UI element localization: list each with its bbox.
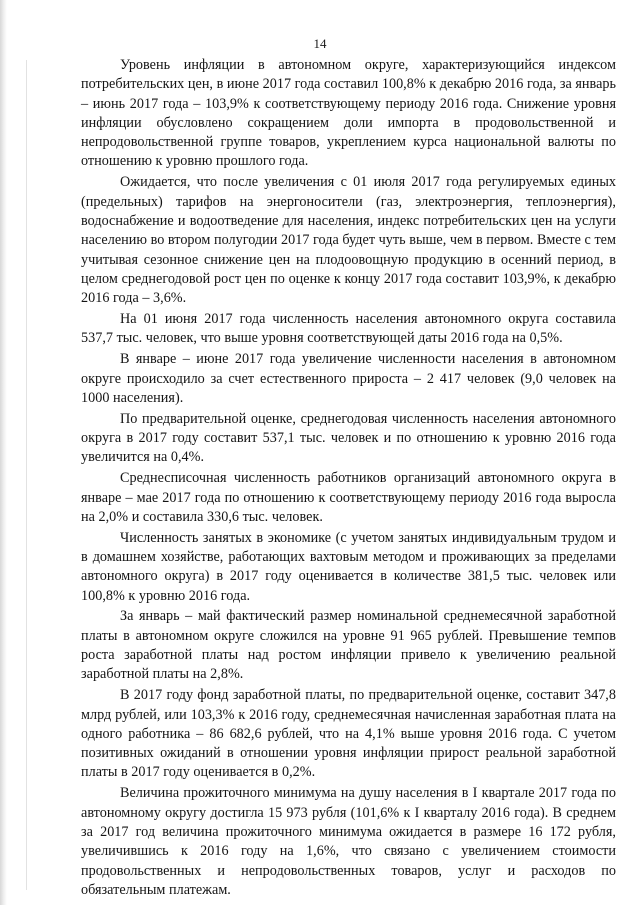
paragraph-natural-growth: В январе – июне 2017 года увеличение численности населения в автономном округе происходило за счет естественного прироста – 2 417 человек (9,0 человек на 1000 населения). <box>81 351 616 406</box>
scan-artifact-line <box>26 60 27 890</box>
paragraph-population: На 01 июня 2017 года численность населения автономного округа составила 537,7 тыс. человек, что выше уровня соответствующей даты 2016 года на 0,5%. <box>81 311 616 347</box>
scan-edge-shadow <box>0 0 7 905</box>
paragraph-subsistence-minimum: Величина прожиточного минимума на душу населения в I квартале 2017 года по автономному округу достигла 15 973 рубля (101,6% к I кварталу 2016 года). В среднем за 2017 год величина прожиточного минимума ожидается в размере 16 172 рубля, увеличившись к 2016 году на 1,6%, что связано с увеличением стоимости продовольственных и непродовольственных товаров, услуг и расходов по обязательным платежам. <box>81 785 616 898</box>
document-body <box>81 56 616 902</box>
paragraph-average-population: По предварительной оценке, среднегодовая численность населения автономного округа в 2017 году составит 537,1 тыс. человек и по отношению к уровню 2016 года увеличится на 0,4%. <box>81 410 616 466</box>
paragraph-employee-count: Среднесписочная численность работников организаций автономного округа в январе – мае 2017 года по отношению к соответствующему периоду 2016 года выросла на 2,0% и составила 330,6 тыс. человек. <box>81 470 616 525</box>
page-number: 14 <box>313 36 327 51</box>
paragraph-tariffs: Ожидается, что после увеличения с 01 июля 2017 года регулируемых единых (предельных) тарифов на энергоносители (газ, электроэнергия, теплоэнергия), водоснабжение и водоотведение для населения, индекс потребительских цен на услуги населению во втором полугодии 2017 года будет чуть выше, чем в первом. Вместе с тем учитывая сезонное снижение цен на плодоовощную продукцию в осенний период, в целом среднегодовой рост цен по оценке к концу 2017 года составит 103,9%, к декабрю 2016 года – 3,6%. <box>81 174 616 307</box>
paragraph-nominal-wage: За январь – май фактический размер номинальной среднемесячной заработной платы в автономном округе сложился на уровне 91 965 рублей. Превышение темпов роста заработной платы над ростом инфляции привело к увеличению реальной заработной платы на 2,8%. <box>81 608 616 683</box>
paragraph-employment: Численность занятых в экономике (с учетом занятых индивидуальным трудом и в домашнем хозяйстве, работающих вахтовым методом и проживающих за пределами автономного округа) в 2017 году оценивается в количестве 381,5 тыс. человек или 100,8% к уровню 2016 года. <box>81 529 616 604</box>
paragraph-wage-fund: В 2017 году фонд заработной платы, по предварительной оценке, составит 347,8 млрд рублей, или 103,3% к 2016 году, среднемесячная начисленная заработная плата на одного работника – 86 682,6 рублей, что на 4,1% выше уровня 2016 года. С учетом позитивных ожиданий в отношении уровня инфляции прирост реальной заработной платы в 2017 году оценивается в 0,2%. <box>81 687 616 781</box>
paragraph-inflation: Уровень инфляции в автономном округе, характеризующийся индексом потребительских цен, в июне 2017 года составил 100,8% к декабрю 2016 года, за январь – июнь 2017 года – 103,9% к соответствующему периоду 2016 года. Снижение уровня инфляции обусловлено сокращением доли импорта в продовольственной и непродовольственной группе товаров, укреплением курса национальной валюты по отношению к уровню прошлого года. <box>81 57 616 170</box>
